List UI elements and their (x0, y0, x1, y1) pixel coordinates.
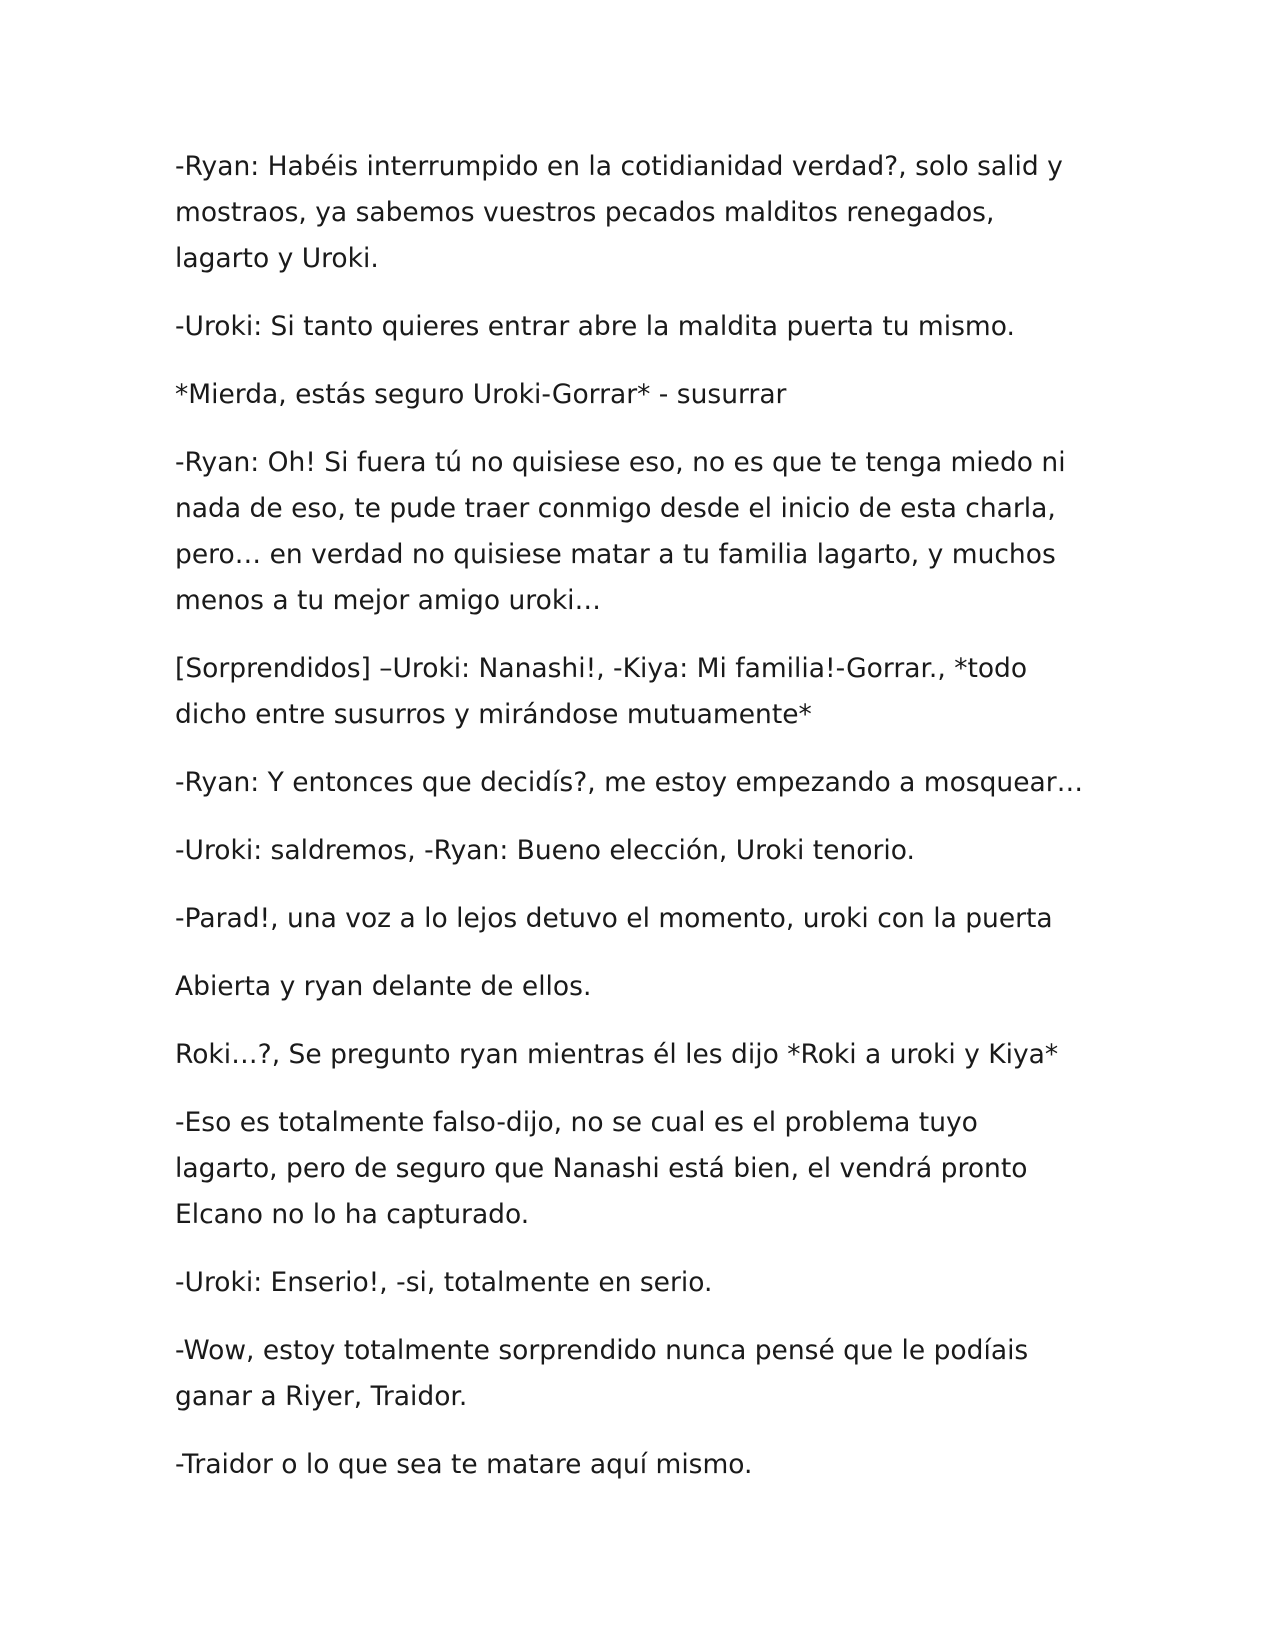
paragraph-10 (175, 1032, 1105, 1078)
text-line: -Uroki: saldremos, -Ryan: Bueno elección, Uroki tenorio. (175, 835, 915, 866)
text-line: -Ryan: Habéis interrumpido en la cotidianidad verdad?, solo salid y (175, 151, 1063, 182)
text-line: lagarto y Uroki. (175, 243, 379, 274)
text-line: nada de eso, te pude traer conmigo desde el inicio de esta charla, (175, 493, 1056, 524)
paragraph-8 (175, 896, 1105, 942)
paragraph-14 (175, 1442, 1105, 1488)
text-line: -Eso es totalmente falso-dijo, no se cual es el problema tuyo (175, 1107, 978, 1138)
text-line: -Ryan: Oh! Si fuera tú no quisiese eso, no es que te tenga miedo ni (175, 447, 1066, 478)
paragraph-13 (175, 1328, 1105, 1420)
text-line: -Wow, estoy totalmente sorprendido nunca pensé que le podíais (175, 1335, 1029, 1366)
text-line: Roki…?, Se pregunto ryan mientras él les dijo *Roki a uroki y Kiya* (175, 1039, 1059, 1070)
paragraph-3 (175, 372, 1105, 418)
text-line: -Uroki: Enserio!, -si, totalmente en serio. (175, 1267, 713, 1298)
text-line: -Uroki: Si tanto quieres entrar abre la maldita puerta tu mismo. (175, 311, 1015, 342)
paragraph-4 (175, 440, 1105, 624)
text-line: lagarto, pero de seguro que Nanashi está bien, el vendrá pronto (175, 1153, 1028, 1184)
text-line: ganar a Riyer, Traidor. (175, 1381, 468, 1412)
paragraph-11 (175, 1100, 1105, 1238)
text-line: dicho entre susurros y mirándose mutuamente* (175, 699, 812, 730)
paragraph-6 (175, 760, 1105, 806)
text-line: mostraos, ya sabemos vuestros pecados malditos renegados, (175, 197, 995, 228)
text-line: Elcano no lo ha capturado. (175, 1199, 530, 1230)
document-body (175, 144, 1105, 1510)
paragraph-9 (175, 964, 1105, 1010)
text-line: -Parad!, una voz a lo lejos detuvo el momento, uroki con la puerta (175, 903, 1053, 934)
paragraph-1 (175, 144, 1105, 282)
text-line: *Mierda, estás seguro Uroki-Gorrar* - susurrar (175, 379, 787, 410)
text-line: Abierta y ryan delante de ellos. (175, 971, 592, 1002)
text-line: pero… en verdad no quisiese matar a tu familia lagarto, y muchos (175, 539, 1056, 570)
text-line: [Sorprendidos] –Uroki: Nanashi!, -Kiya: Mi familia!-Gorrar., *todo (175, 653, 1028, 684)
text-line: -Traidor o lo que sea te matare aquí mismo. (175, 1449, 753, 1480)
paragraph-12 (175, 1260, 1105, 1306)
paragraph-5 (175, 646, 1105, 738)
text-line: menos a tu mejor amigo uroki… (175, 585, 602, 616)
paragraph-2 (175, 304, 1105, 350)
text-line: -Ryan: Y entonces que decidís?, me estoy empezando a mosquear… (175, 767, 1084, 798)
paragraph-7 (175, 828, 1105, 874)
